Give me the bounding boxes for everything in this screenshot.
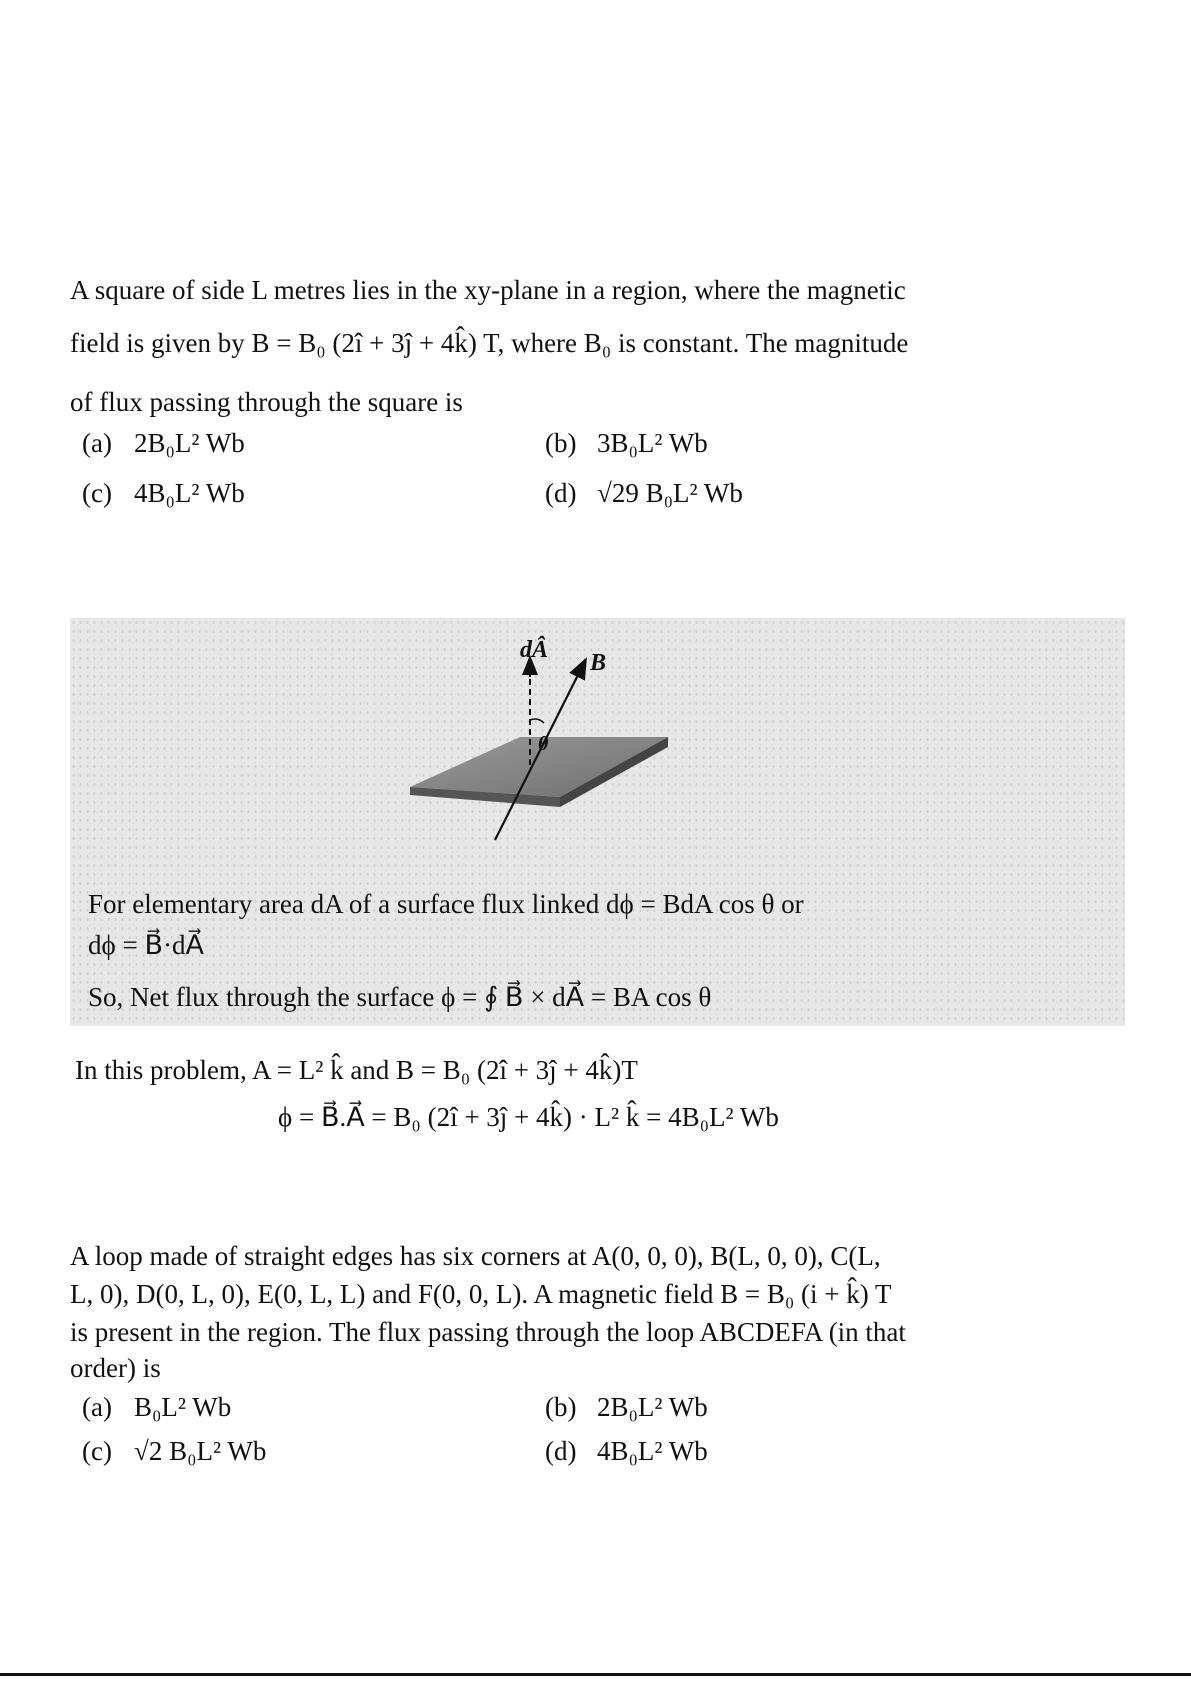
q2-option-a[interactable] (82, 1392, 231, 1423)
q1-option-a[interactable] (82, 428, 245, 459)
solution-line-3: So, Net flux through the surface ϕ = ∮ B⃗ × dA⃗ = BA cos θ (88, 982, 712, 1012)
q2-option-c[interactable] (82, 1436, 266, 1467)
option-text: 4B₀L² Wb (597, 1436, 708, 1466)
q2-line-4: order) is (70, 1353, 161, 1383)
q2-option-b[interactable] (545, 1392, 708, 1423)
option-text: √29 B₀L² Wb (597, 478, 743, 508)
option-label: (c) (82, 1436, 112, 1466)
solution-line-1: For elementary area dA of a surface flux linked dϕ = BdA cos θ or (88, 889, 804, 919)
q1-line-1: A square of side L metres lies in the xy-plane in a region, where the magnetic (70, 275, 906, 305)
q2-line-1: A loop made of straight edges has six corners at A(0, 0, 0), B(L, 0, 0), C(L, (70, 1241, 881, 1271)
option-label: (d) (545, 478, 577, 508)
q1-line-2: field is given by B = B₀ (2î + 3ĵ + 4k̂) T, where B₀ is constant. The magnitude (70, 328, 909, 358)
option-label: (d) (545, 1436, 577, 1466)
solution-line-4: In this problem, A = L² k̂ and B = B₀ (2î + 3ĵ + 4k̂)T (75, 1055, 638, 1085)
q2-line-2: L, 0), D(0, L, 0), E(0, L, L) and F(0, 0, L). A magnetic field B = B₀ (i + k̂) T (70, 1279, 892, 1309)
q1-option-c[interactable] (82, 478, 245, 509)
solution-line-5: ϕ = B⃗.A⃗ = B₀ (2î + 3ĵ + 4k̂) · L² k̂ = 4B₀L² Wb (278, 1102, 779, 1132)
solution-line-2: dϕ = B⃗·dA⃗ (88, 930, 204, 960)
option-text: 2B₀L² Wb (134, 428, 245, 458)
dA-label: dÂ (520, 637, 549, 663)
option-text: 2B₀L² Wb (597, 1392, 708, 1422)
option-label: (a) (82, 428, 112, 458)
option-label: (b) (545, 1392, 577, 1422)
B-label: B⃗ (590, 650, 625, 676)
option-label: (a) (82, 1392, 112, 1422)
option-label: (b) (545, 428, 577, 458)
option-text: 4B₀L² Wb (134, 478, 245, 508)
q1-option-d[interactable] (545, 478, 743, 509)
q1-option-b[interactable] (545, 428, 708, 459)
option-text: B₀L² Wb (134, 1392, 232, 1422)
q2-option-d[interactable] (545, 1436, 708, 1467)
option-text: 3B₀L² Wb (597, 428, 708, 458)
q2-line-3: is present in the region. The flux passing through the loop ABCDEFA (in that (70, 1317, 906, 1347)
flux-diagram (400, 625, 700, 870)
q1-line-3: of flux passing through the square is (70, 387, 463, 417)
page-bottom-rule (0, 1673, 1191, 1676)
theta-arc (530, 719, 544, 723)
option-text: √2 B₀L² Wb (134, 1436, 267, 1466)
theta-label: θ (538, 733, 549, 755)
option-label: (c) (82, 478, 112, 508)
